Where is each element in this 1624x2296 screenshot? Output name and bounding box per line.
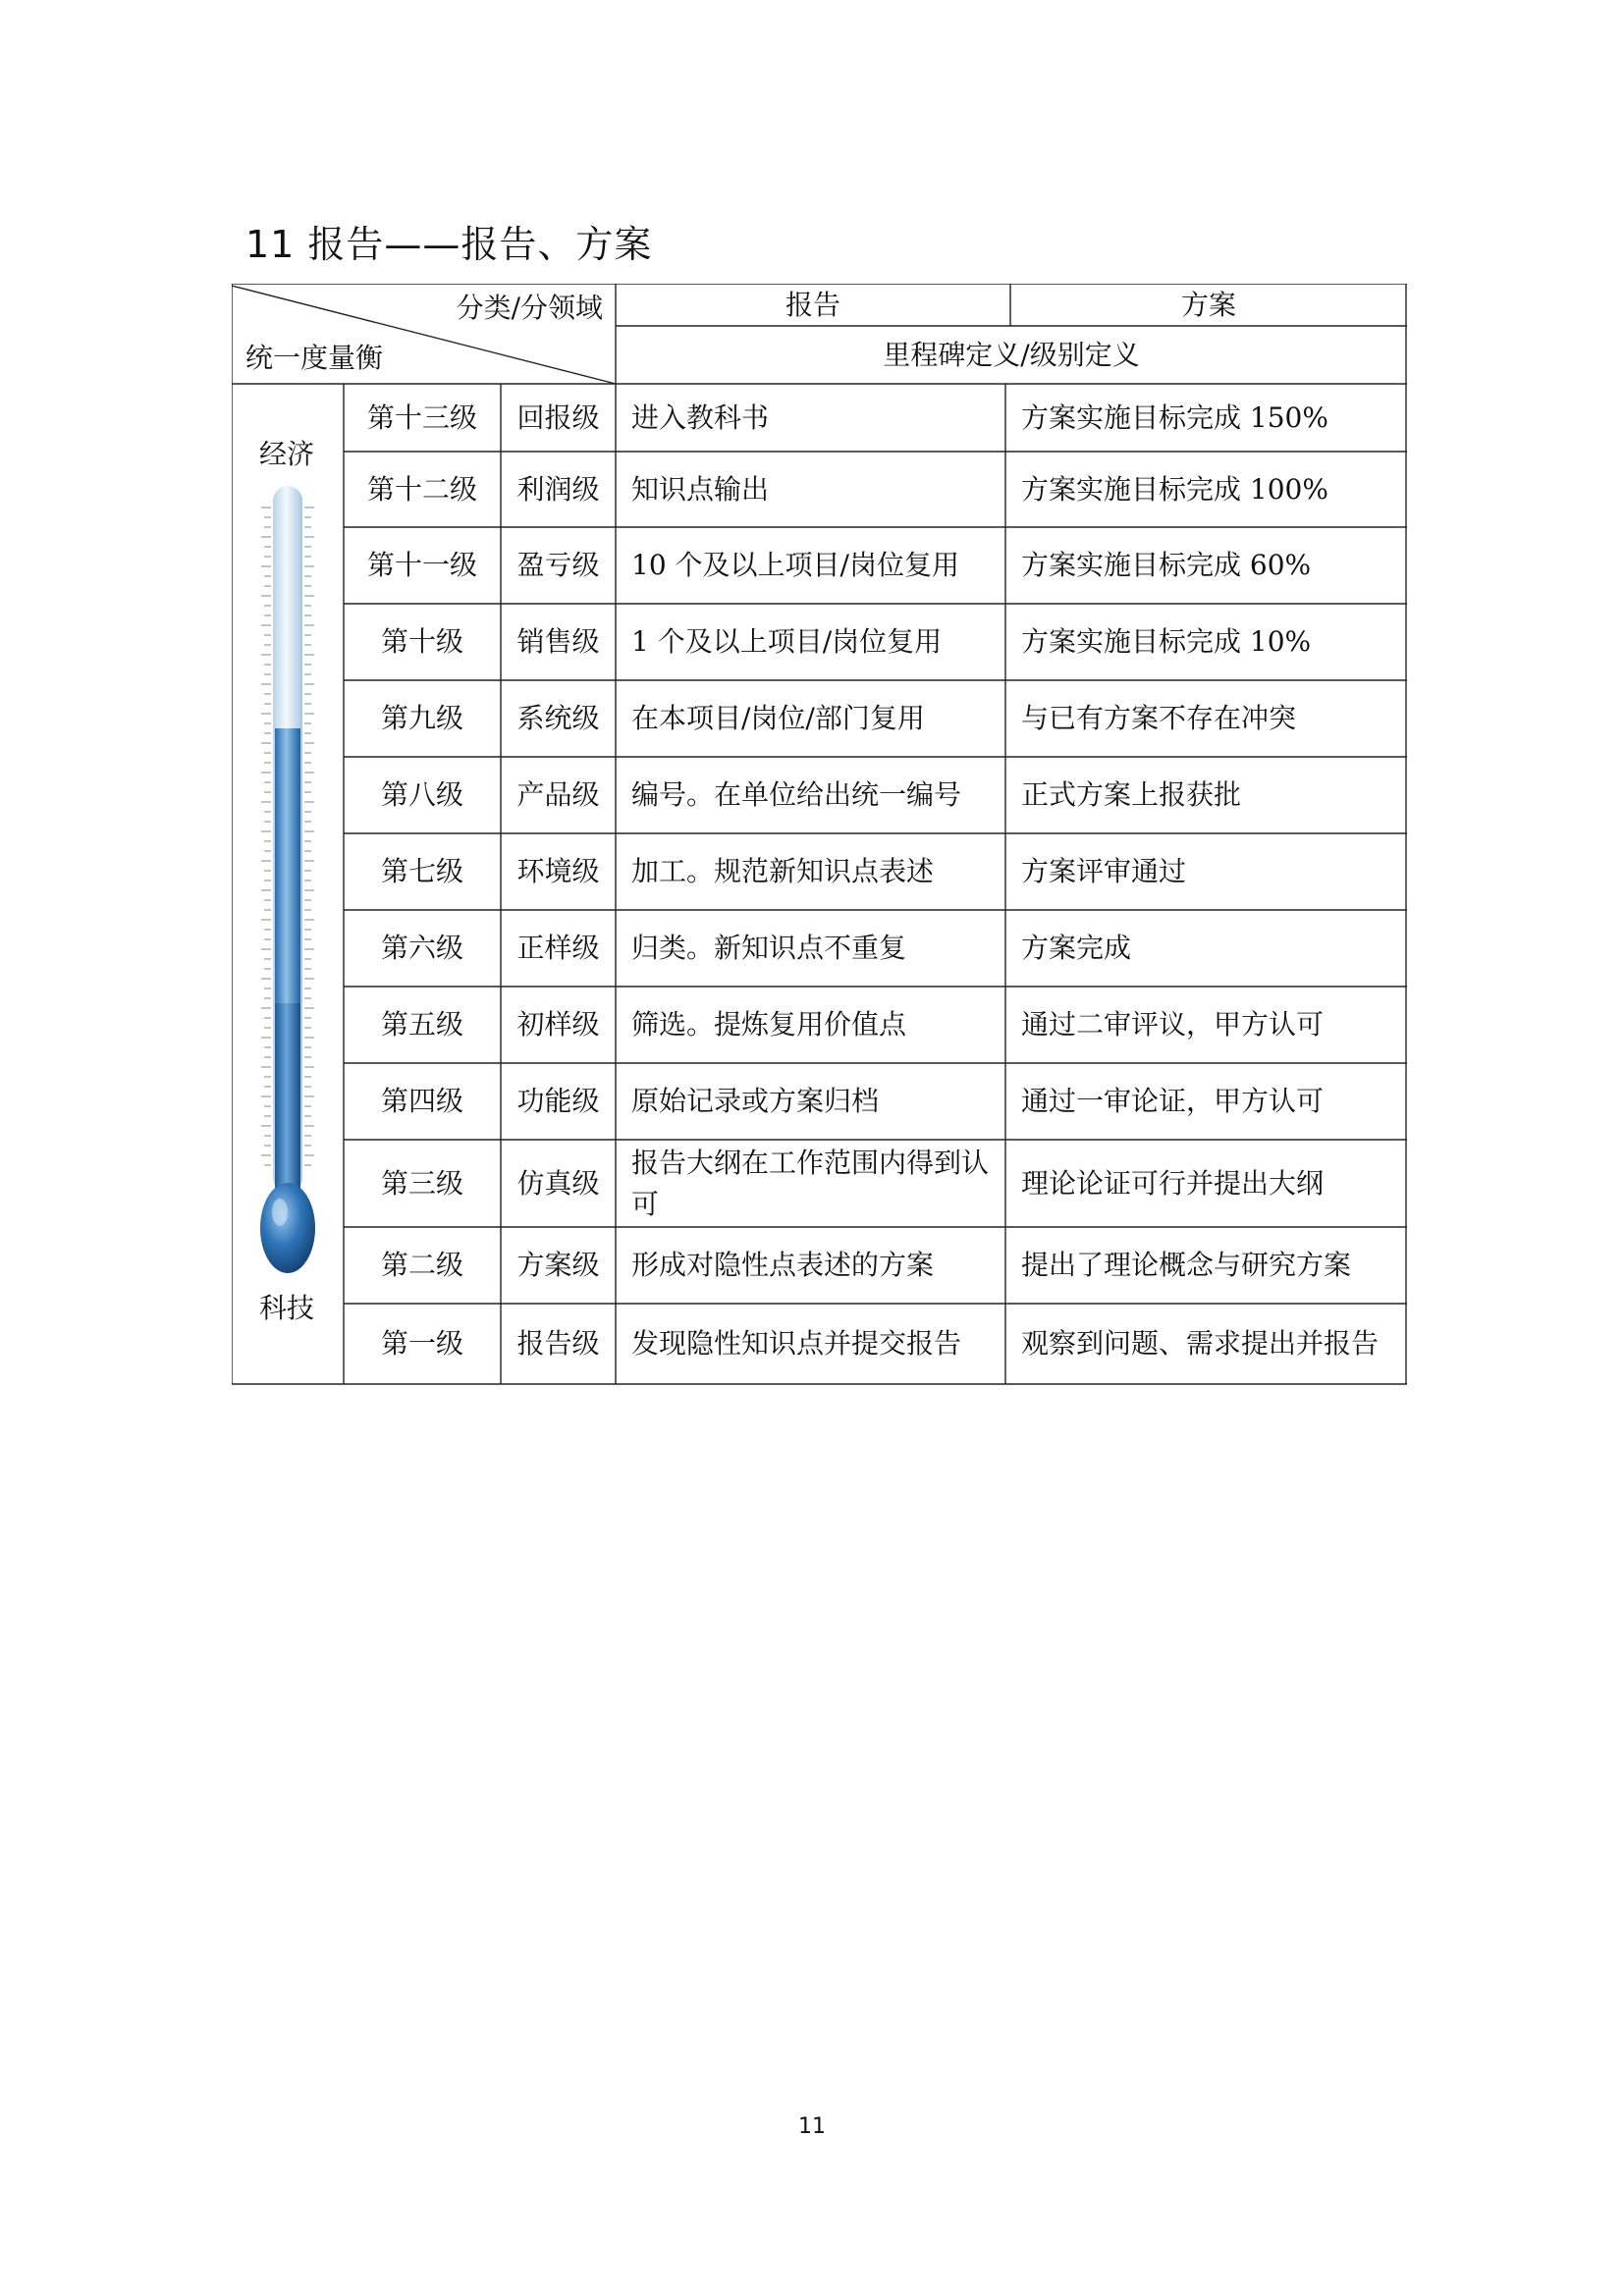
- plan-cell: 与已有方案不存在冲突: [1021, 702, 1297, 734]
- level-cell: 第六级: [380, 932, 463, 964]
- level-cell: 第三级: [380, 1166, 463, 1200]
- plan-cell: 观察到问题、需求提出并报告: [1021, 1327, 1380, 1360]
- level-name-cell: 利润级: [516, 472, 600, 506]
- level-name-cell: 方案级: [516, 1249, 600, 1281]
- level-cell: 第八级: [380, 778, 463, 811]
- plan-cell: 正式方案上报获批: [1021, 778, 1242, 811]
- level-cell: 第五级: [380, 1008, 463, 1041]
- level-name-cell: 仿真级: [516, 1166, 600, 1200]
- level-name-cell: 系统级: [516, 702, 600, 734]
- report-cell: 编号。在单位给出统一编号: [631, 778, 962, 811]
- report-cell: 加工。规范新知识点表述: [631, 855, 935, 887]
- level-cell: 第九级: [380, 702, 463, 734]
- level-cell: 第七级: [380, 855, 463, 887]
- level-cell: 第十二级: [366, 472, 477, 506]
- level-name-cell: 初样级: [516, 1008, 600, 1041]
- level-name-cell: 报告级: [516, 1327, 600, 1360]
- plan-cell: 通过二审评议，甲方认可: [1021, 1008, 1325, 1041]
- level-cell: 第十级: [380, 625, 463, 658]
- level-name-cell: 产品级: [516, 778, 600, 811]
- report-cell: 1 个及以上项目/岗位复用: [631, 625, 943, 658]
- level-name-cell: 销售级: [516, 625, 600, 658]
- thermometer-icon: [232, 478, 344, 1283]
- report-cell: 进入教科书: [631, 400, 770, 434]
- corner-category-label: 分类/分领域: [456, 292, 603, 324]
- level-name-cell: 正样级: [516, 932, 600, 964]
- report-cell: 知识点输出: [631, 472, 770, 506]
- page-title: 11 报告——报告、方案: [245, 223, 653, 266]
- plan-cell: 提出了理论概念与研究方案: [1021, 1249, 1352, 1281]
- plan-cell: 方案实施目标完成 10%: [1021, 625, 1312, 658]
- plan-cell: 方案实施目标完成 100%: [1021, 472, 1328, 506]
- scale-bottom-label: 科技: [259, 1292, 315, 1324]
- plan-cell: 方案实施目标完成 60%: [1021, 549, 1312, 581]
- report-cell: 报告大纲在工作范围内得到认可: [631, 1146, 990, 1220]
- report-cell: 归类。新知识点不重复: [631, 932, 907, 964]
- report-cell: 在本项目/岗位/部门复用: [631, 702, 925, 734]
- subheader-milestone-definition: 里程碑定义/级别定义: [883, 338, 1140, 371]
- report-cell: 发现隐性知识点并提交报告: [631, 1327, 962, 1360]
- level-cell: 第十一级: [366, 549, 477, 581]
- plan-cell: 通过一审论证，甲方认可: [1021, 1085, 1325, 1117]
- report-cell: 原始记录或方案归档: [631, 1085, 880, 1117]
- level-name-cell: 盈亏级: [516, 549, 600, 581]
- corner-measure-label: 统一度量衡: [245, 342, 384, 374]
- plan-cell: 方案实施目标完成 150%: [1021, 400, 1328, 434]
- level-cell: 第十三级: [366, 400, 477, 434]
- plan-cell: 方案评审通过: [1021, 855, 1187, 887]
- level-cell: 第二级: [380, 1249, 463, 1281]
- plan-cell: 理论论证可行并提出大纲: [1021, 1166, 1325, 1200]
- level-name-cell: 环境级: [516, 855, 600, 887]
- column-header-plan: 方案: [1180, 288, 1236, 321]
- level-definition-table: [232, 284, 1407, 1385]
- column-header-report: 报告: [785, 288, 840, 321]
- level-cell: 第一级: [380, 1327, 463, 1360]
- report-cell: 形成对隐性点表述的方案: [631, 1249, 935, 1281]
- report-cell: 筛选。提炼复用价值点: [631, 1008, 907, 1041]
- scale-top-label: 经济: [259, 438, 315, 470]
- level-name-cell: 功能级: [516, 1085, 600, 1117]
- report-cell: 10 个及以上项目/岗位复用: [631, 549, 959, 581]
- plan-cell: 方案完成: [1021, 932, 1132, 964]
- level-cell: 第四级: [380, 1085, 463, 1117]
- level-name-cell: 回报级: [516, 400, 600, 434]
- page-number: 11: [798, 2114, 826, 2139]
